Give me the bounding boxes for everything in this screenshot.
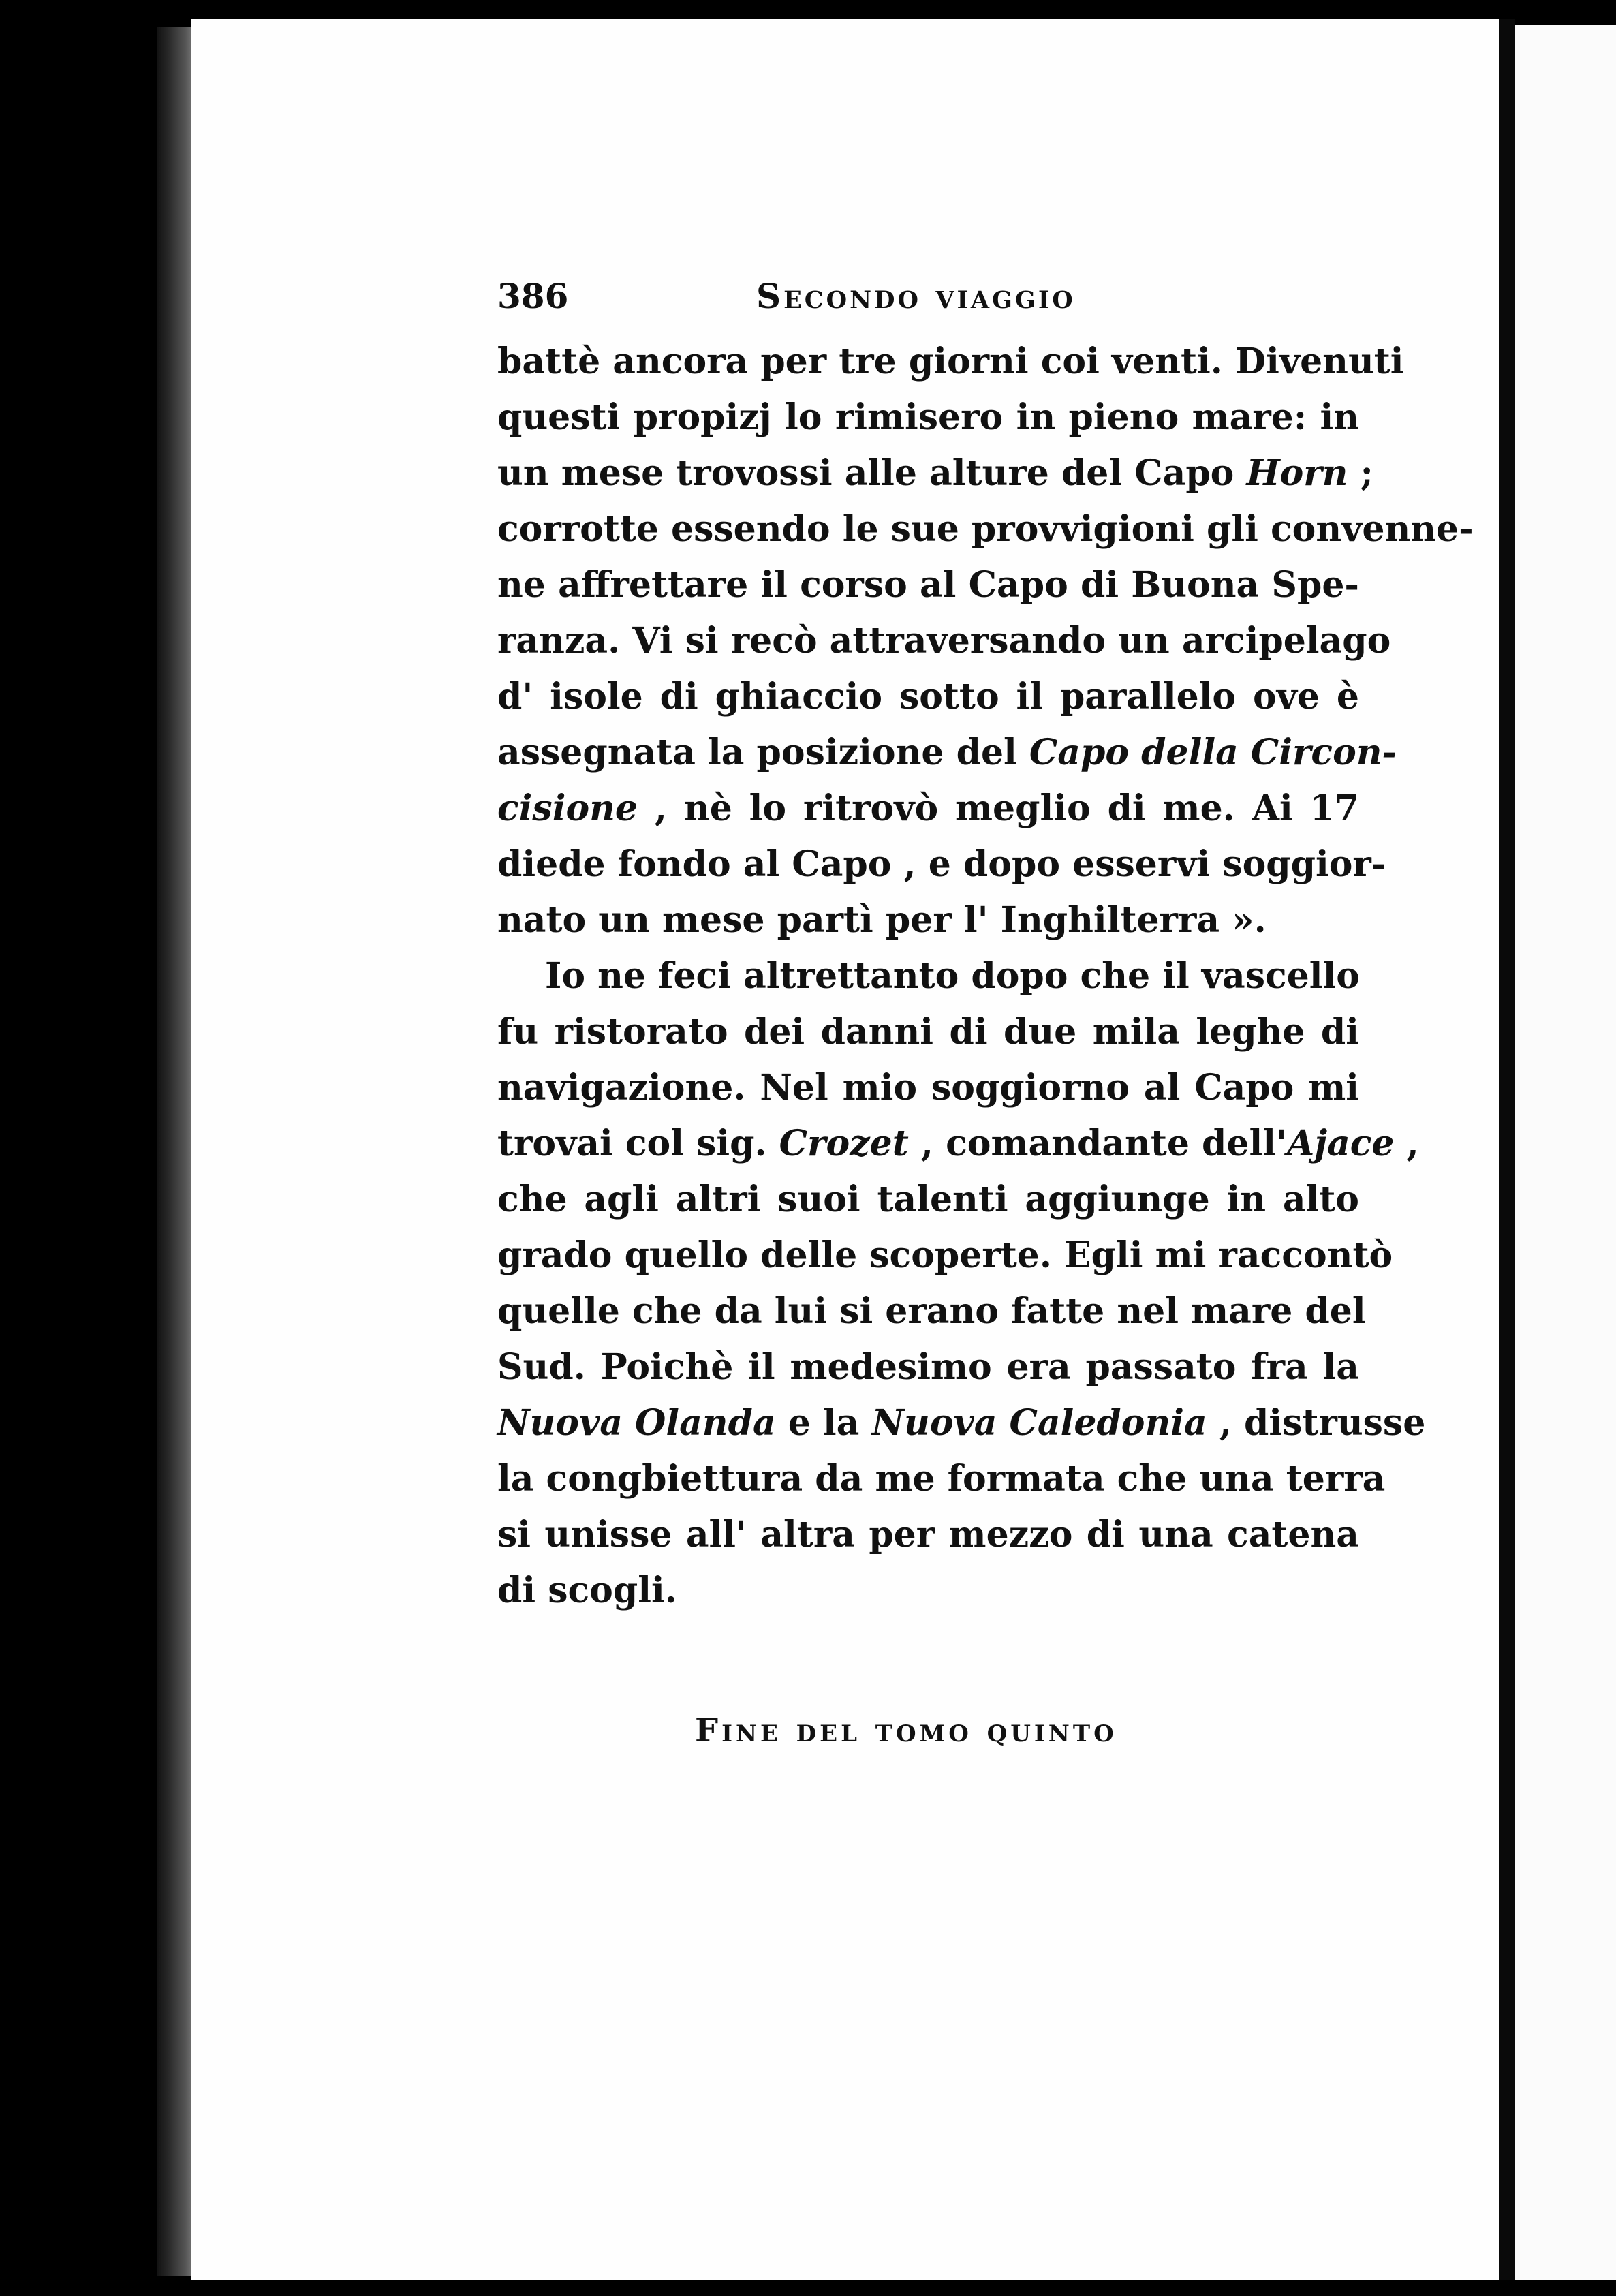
text-line — [497, 1395, 1426, 1451]
italic-term: Nuova Olanda — [497, 1402, 776, 1444]
italic-term: cisione — [497, 788, 638, 829]
text-line — [497, 557, 1359, 613]
text-segment: Io ne feci altrettanto dopo che il vascello — [545, 955, 1360, 997]
text-line — [497, 1172, 1359, 1228]
text-line — [497, 725, 1397, 781]
text-line — [497, 1116, 1419, 1172]
text-segment: Sud. Poichè il medesimo era passato fra la — [497, 1346, 1359, 1388]
text-line — [497, 893, 1359, 948]
text-segment: corrotte essendo le sue provvigioni gli convenne- — [497, 508, 1474, 550]
italic-term: Horn — [1246, 452, 1348, 494]
text-segment: ne affrettare il corso al Capo di Buona Spe- — [497, 564, 1359, 606]
text-segment: , distrusse — [1207, 1402, 1426, 1444]
text-segment: , — [1394, 1123, 1419, 1164]
italic-term: Nuova Caledonia — [871, 1402, 1207, 1444]
text-line — [497, 669, 1359, 725]
text-segment: ranza. Vi si recò attraversando un arcipelago — [497, 620, 1391, 662]
text-segment: trovai col sig. — [497, 1123, 779, 1164]
page-number: 386 — [497, 276, 569, 316]
text-line — [497, 1228, 1393, 1284]
text-line — [497, 1507, 1359, 1563]
text-segment: quelle che da lui si erano fatte nel mare del — [497, 1290, 1366, 1332]
text-line — [497, 1451, 1386, 1507]
text-segment: di scogli. — [497, 1570, 677, 1611]
text-line — [497, 1060, 1359, 1116]
text-line — [497, 781, 1359, 837]
text-segment: un mese trovossi alle alture del Capo — [497, 452, 1247, 494]
closing-line: Fine del tomo quinto — [695, 1711, 1117, 1750]
text-segment: battè ancora per tre giorni coi venti. Divenuti — [497, 341, 1404, 382]
text-segment: ; — [1348, 452, 1373, 494]
italic-term: Capo della Circon- — [1029, 732, 1397, 773]
text-line — [497, 1339, 1359, 1395]
text-segment: diede fondo al Capo , e dopo esservi soggior- — [497, 843, 1386, 885]
text-segment: nato un mese partì per l' Inghilterra ». — [497, 899, 1267, 941]
text-line — [497, 1004, 1359, 1060]
text-segment: navigazione. Nel mio soggiorno al Capo mi — [497, 1067, 1359, 1108]
text-segment: la congbiettura da me formata che una terra — [497, 1458, 1386, 1500]
text-segment: questi propizj lo rimisero in pieno mare: in — [497, 397, 1359, 438]
text-line — [497, 446, 1373, 501]
page-header — [497, 269, 1383, 324]
text-line — [497, 837, 1386, 893]
italic-term: Crozet — [779, 1123, 909, 1164]
italic-term: Ajace — [1286, 1123, 1395, 1164]
text-segment: grado quello delle scoperte. Egli mi raccontò — [497, 1235, 1393, 1276]
text-segment: assegnata la posizione del — [497, 732, 1029, 773]
text-segment: e la — [775, 1402, 872, 1444]
text-line — [497, 948, 1359, 1004]
text-line — [497, 1284, 1366, 1339]
text-segment: , comandante dell' — [908, 1123, 1287, 1164]
running-title: Secondo viaggio — [756, 276, 1076, 316]
text-line — [497, 1563, 1359, 1619]
text-segment: , nè lo ritrovò meglio di me. Ai 17 — [638, 788, 1359, 829]
text-segment: fu ristorato dei danni di due mila leghe di — [497, 1011, 1359, 1053]
text-line — [497, 613, 1391, 669]
body-text — [497, 334, 1474, 1619]
text-segment: d' isole di ghiaccio sotto il parallelo ove è — [497, 676, 1359, 717]
text-segment: che agli altri suoi talenti aggiunge in alto — [497, 1179, 1359, 1220]
facing-page-edge — [1515, 25, 1616, 2280]
page-gutter — [1499, 19, 1515, 2280]
text-line — [497, 390, 1359, 446]
text-line — [497, 334, 1404, 390]
text-segment: si unisse all' altra per mezzo di una catena — [497, 1514, 1359, 1555]
text-line — [497, 501, 1474, 557]
